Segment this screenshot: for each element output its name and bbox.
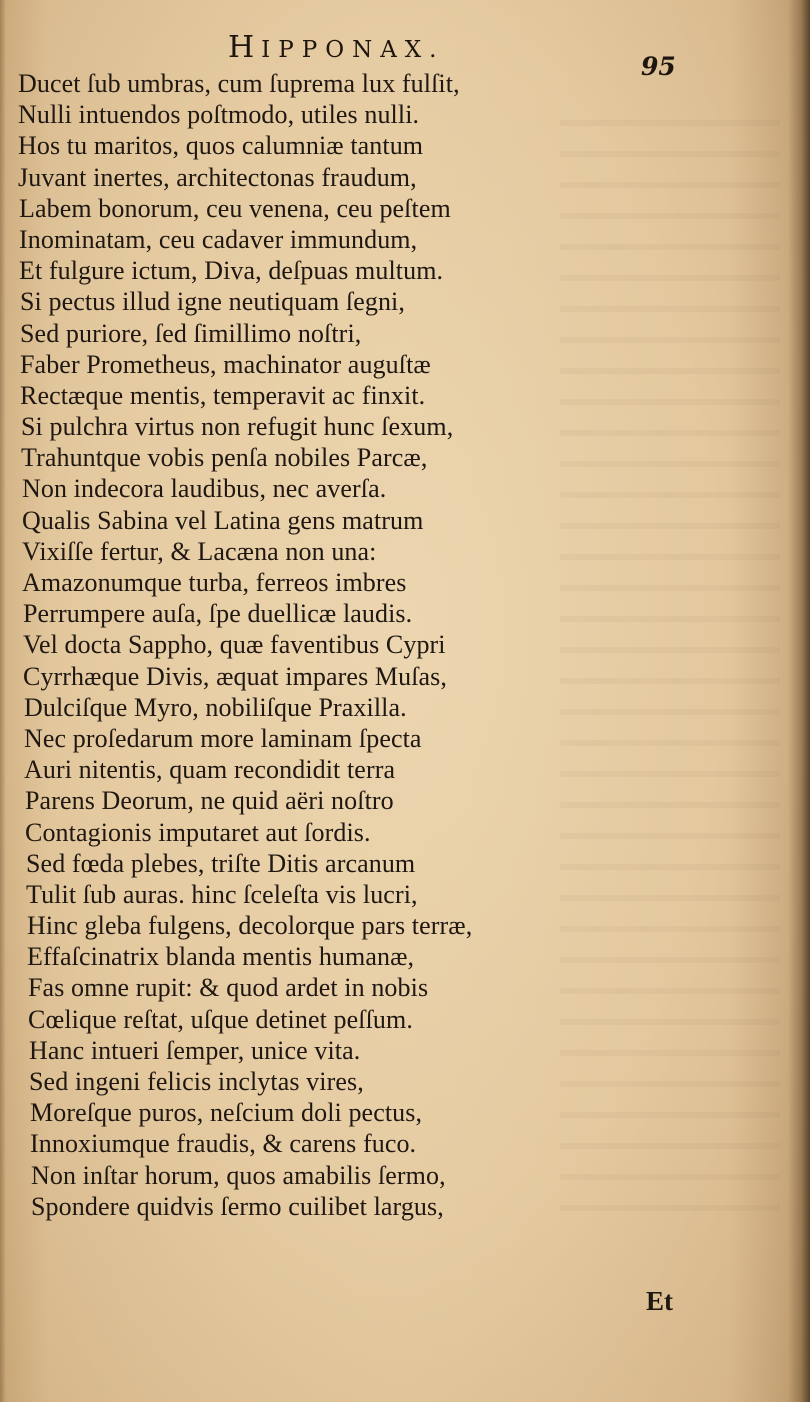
running-title-initial: H bbox=[228, 30, 262, 65]
verse-line: Qualis Sabina vel Latina gens matrum bbox=[22, 505, 424, 535]
verse-line: Si pulchra virtus non refugit hunc ſexum, bbox=[21, 412, 454, 442]
verse-line: Sed puriore, ſed ſimillimo noſtri, bbox=[20, 318, 362, 348]
verse-line: Non inſtar horum, quos amabilis ſermo, bbox=[31, 1160, 446, 1190]
verse-line: Non indecora laudibus, nec averſa. bbox=[22, 474, 387, 504]
verse-line: Perrumpere auſa, ſpe duellicæ laudis. bbox=[23, 599, 413, 629]
verse-line: Amazonumque turba, ferreos imbres bbox=[22, 568, 407, 597]
verse-line: Spondere quidvis ſermo cuilibet largus, bbox=[31, 1191, 444, 1221]
verse-line: Sed fœda plebes, triſte Ditis arcanum bbox=[26, 848, 416, 878]
verse-line: Tulit ſub auras. hinc ſceleſta vis lucri, bbox=[26, 879, 418, 909]
verse-line: Innoxiumque fraudis, & carens fuco. bbox=[30, 1129, 417, 1159]
verse-line: Hos tu maritos, quos calumniæ tantum bbox=[18, 131, 424, 161]
verse-line: Fas omne rupit: & quod ardet in nobis bbox=[28, 973, 429, 1003]
verse-text bbox=[0, 68, 600, 1222]
verse-line: Moreſque puros, neſcium doli pectus, bbox=[30, 1098, 423, 1128]
verse-line: Ducet ſub umbras, cum ſuprema lux fulſit, bbox=[18, 69, 460, 98]
verse-line: Nec proſedarum more laminam ſpecta bbox=[24, 723, 422, 753]
verse-line: Contagionis imputaret aut ſordis. bbox=[25, 817, 371, 847]
verse-line: Juvant inertes, architectonas fraudum, bbox=[18, 162, 417, 192]
verse-line: Trahuntque vobis penſa nobiles Parcæ, bbox=[21, 443, 428, 473]
verse-line: Cyrrhæque Divis, æquat impares Muſas, bbox=[23, 661, 447, 691]
verse-line: Si pectus illud igne neutiquam ſegni, bbox=[20, 287, 405, 317]
catchword: Et bbox=[646, 1286, 673, 1316]
page-number: 95 bbox=[641, 52, 676, 81]
verse-line: Nulli intuendos poſtmodo, utiles nulli. bbox=[18, 100, 420, 130]
verse-line: Effaſcinatrix blanda mentis humanæ, bbox=[27, 942, 415, 972]
verse-line: Rectæque mentis, temperavit ac finxit. bbox=[20, 380, 426, 410]
verse-line: Vel docta Sappho, quæ faventibus Cypri bbox=[23, 630, 446, 660]
verse-line: Labem bonorum, ceu venena, ceu peſtem bbox=[19, 193, 451, 223]
verse-line: Parens Deorum, ne quid aëri noſtro bbox=[25, 786, 394, 816]
verse-line: Faber Prometheus, machinator auguſtæ bbox=[20, 349, 431, 379]
verse-line: Hinc gleba fulgens, decolorque pars terræ, bbox=[27, 911, 473, 941]
page-right-edge bbox=[788, 0, 810, 1402]
page-header bbox=[0, 30, 810, 81]
running-title bbox=[228, 30, 444, 65]
verse-line: Dulciſque Myro, nobiliſque Praxilla. bbox=[24, 692, 407, 722]
verse-line: Et fulgure ictum, Diva, deſpuas multum. bbox=[19, 256, 444, 286]
verse-line: Inominatam, ceu cadaver immundum, bbox=[19, 224, 418, 254]
verse-line: Sed ingeni felicis inclytas vires, bbox=[29, 1067, 364, 1096]
running-title-rest: IPPONAX. bbox=[261, 37, 445, 63]
verse-line: Cœlique reſtat, uſque detinet peſſum. bbox=[28, 1004, 413, 1034]
verse-line: Hanc intueri ſemper, unice vita. bbox=[29, 1035, 361, 1065]
verse-line: Vixiſſe fertur, & Lacæna non una: bbox=[22, 536, 377, 566]
verse-line: Auri nitentis, quam recondidit terra bbox=[24, 755, 396, 785]
